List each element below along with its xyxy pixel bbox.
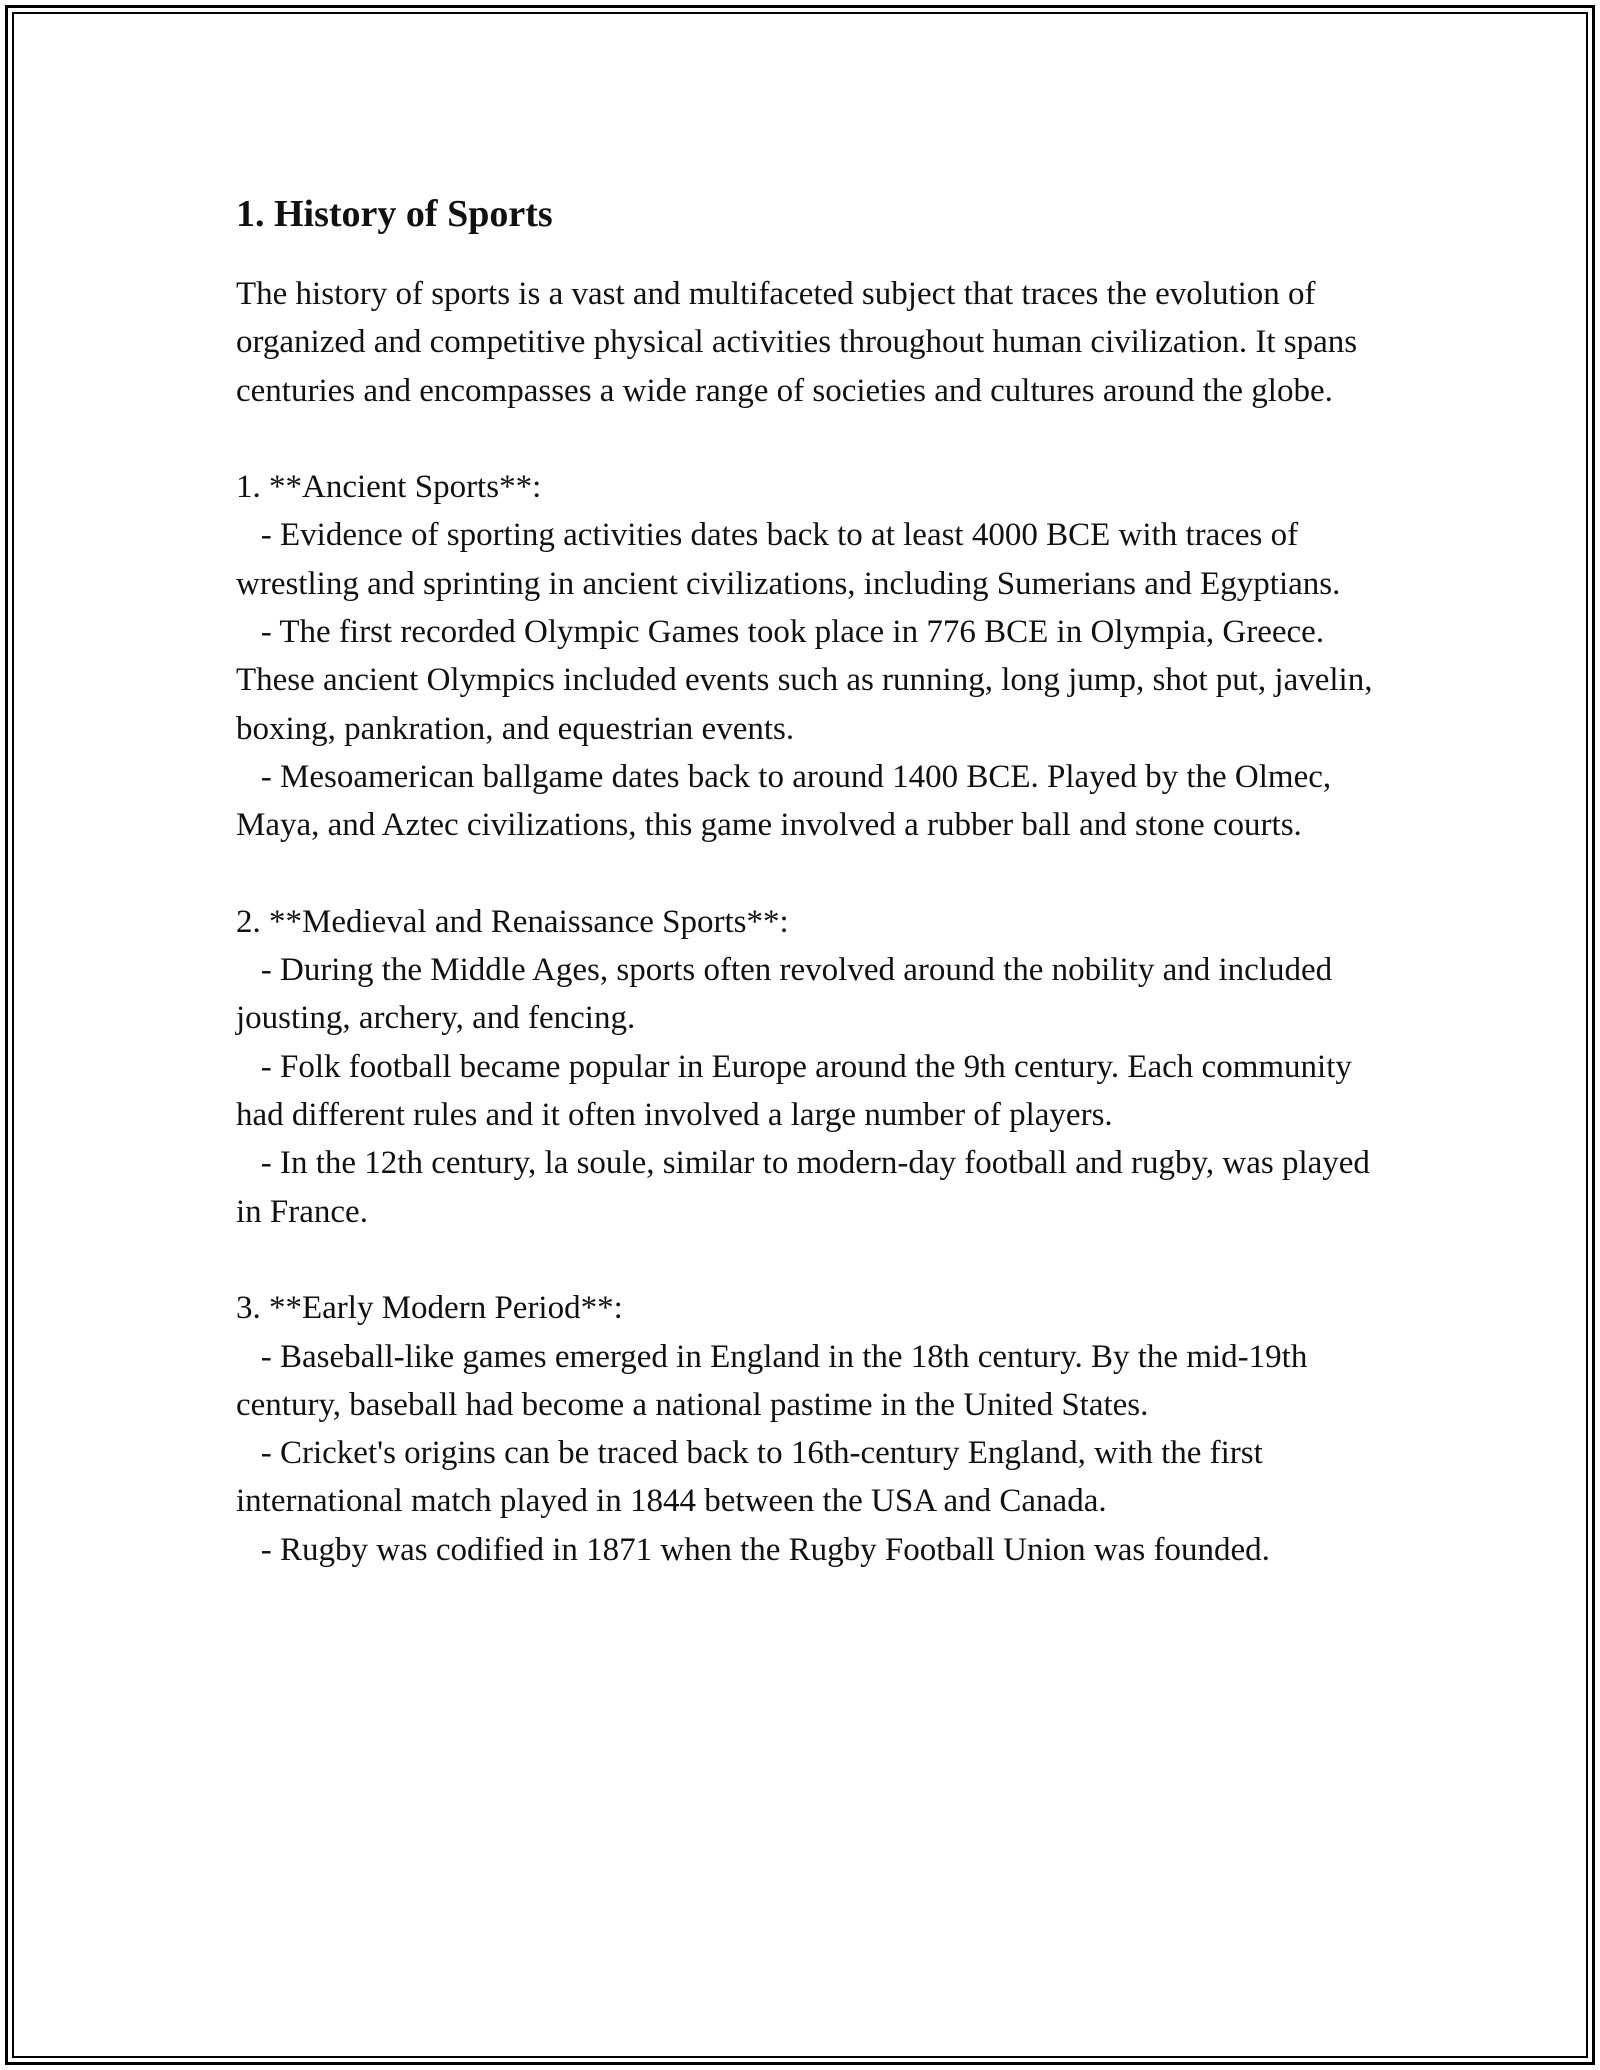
list-item: - Mesoamerican ballgame dates back to around 1400 BCE. Played by the Olmec, Maya, and Aztec civilizations, this game involved a rubber ball and stone courts. bbox=[236, 758, 1340, 844]
section-title: 3. **Early Modern Period**: bbox=[236, 1290, 623, 1327]
section-medieval-renaissance-sports bbox=[236, 898, 1379, 1236]
section-early-modern-period bbox=[236, 1284, 1376, 1574]
list-item: - Cricket's origins can be traced back to 16th-century England, with the first international match played in 1844 between the USA and Canada. bbox=[236, 1435, 1272, 1520]
list-item: - During the Middle Ages, sports often revolved around the nobility and included jousting, archery, and fencing. bbox=[236, 952, 1341, 1037]
document-body bbox=[236, 188, 1381, 1574]
paragraph-gap bbox=[236, 1236, 1376, 1284]
paragraph-gap bbox=[236, 415, 1376, 463]
page-title: 1. History of Sports bbox=[236, 193, 553, 235]
list-item: - In the 12th century, la soule, similar to modern-day football and rugby, was played in France. bbox=[236, 1145, 1379, 1230]
section-ancient-sports bbox=[236, 463, 1381, 849]
list-item: - Rugby was codified in 1871 when the Rugby Football Union was founded. bbox=[236, 1531, 1270, 1568]
section-title: 1. **Ancient Sports**: bbox=[236, 469, 542, 506]
section-title: 2. **Medieval and Renaissance Sports**: bbox=[236, 903, 789, 940]
intro-paragraph: The history of sports is a vast and multifaceted subject that traces the evolution of organized and competitive physical activities throughout human civilization. It spans centuries and encompasses a wide range of societies and cultures around the globe. bbox=[236, 276, 1366, 409]
list-item: - Evidence of sporting activities dates back to at least 4000 BCE with traces of wrestling and sprinting in ancient civilizations, including Sumerians and Egyptians. bbox=[236, 517, 1341, 602]
list-item: - Baseball-like games emerged in England in the 18th century. By the mid-19th century, baseball had become a national pastime in the United States. bbox=[236, 1338, 1316, 1423]
paragraph-gap bbox=[236, 850, 1376, 898]
list-item: - The first recorded Olympic Games took place in 776 BCE in Olympia, Greece. These ancient Olympics included events such as running, long jump, shot put, javelin, boxing, pankration, and equestrian events. bbox=[236, 614, 1381, 747]
list-item: - Folk football became popular in Europe around the 9th century. Each community had different rules and it often involved a large number of players. bbox=[236, 1048, 1361, 1134]
